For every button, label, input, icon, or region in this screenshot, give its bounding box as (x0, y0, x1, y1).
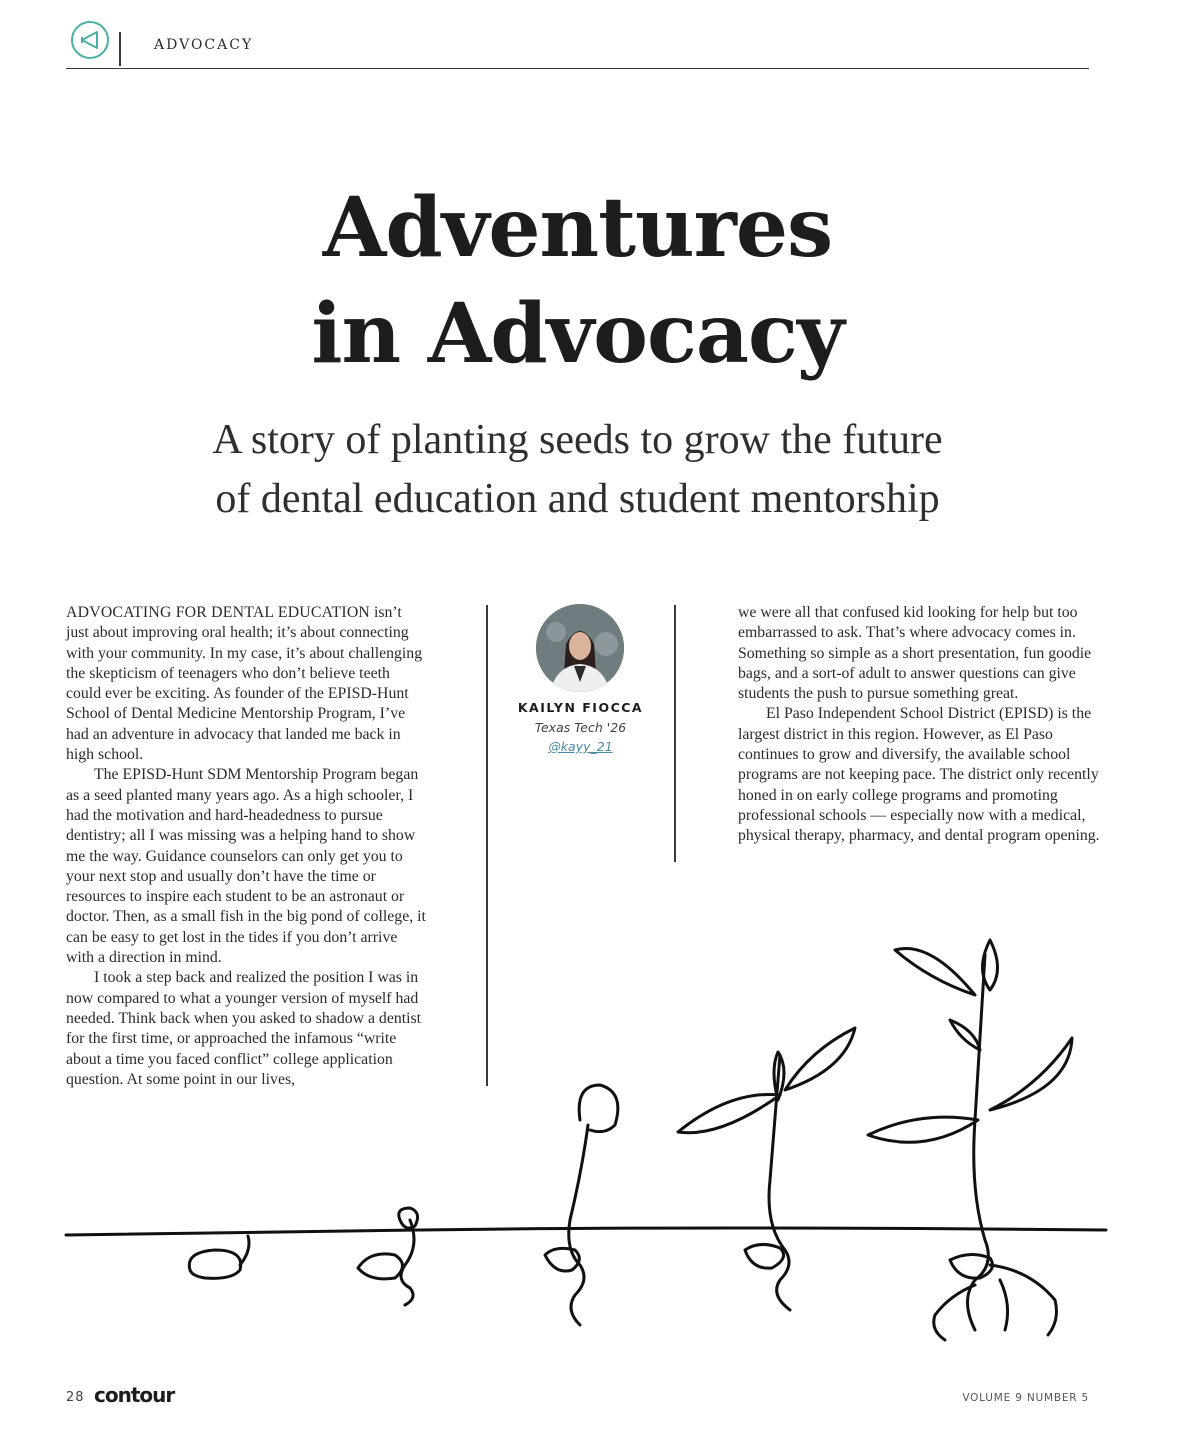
ground-line (66, 1228, 1106, 1235)
author-avatar (536, 604, 624, 692)
megaphone-icon (71, 21, 109, 59)
lead-in: ADVOCATING FOR DENTAL EDUCATION (66, 604, 371, 621)
young-plant-icon (678, 1028, 855, 1310)
paragraph: ADVOCATING FOR DENTAL EDUCATION isn’t just about improving oral health; it’s about connecting with your community. In my case, it’s about challenging the skepticism of teenagers who don’t believe teeth could ever be exciting. As founder of the EPISD-Hunt School of Dental Medicine Mentorship Program, I’ve had an adventure in advocacy that landed me back in high school. (66, 604, 423, 764)
section-label: ADVOCACY (154, 37, 254, 53)
paragraph: we were all that confused kid looking for help but too embarrassed to ask. That’s where advocacy comes in. Something so simple as a short presentation, fun goodie bags, and a sort-of adult to answer questions can give students the push to pursue something great. (738, 604, 1092, 703)
author-social-handle-link[interactable]: @kayy_21 (548, 739, 613, 754)
article-column-right (738, 603, 1100, 847)
article-title-line-2: in Advocacy (311, 286, 844, 382)
seed-icon (189, 1236, 249, 1278)
article-title-line-1: Adventures (322, 180, 833, 276)
article-subtitle-line-2: of dental education and student mentorship (215, 476, 940, 522)
issue-label: VOLUME 9 NUMBER 5 (962, 1392, 1089, 1404)
column-divider (674, 605, 676, 862)
header-divider (119, 32, 121, 66)
author-name: KAILYN FIOCCA (517, 700, 644, 715)
paragraph: El Paso Independent School District (EPISD) is the largest district in this region. However, as El Paso continues to grow and diversify, the available school programs are not keeping pace. The district only recently honed in on early college programs and promoting professional schools — especially now with a medical, physical therapy, pharmacy, and dental program opening. (738, 705, 1100, 845)
author-school: Texas Tech '26 (534, 720, 627, 735)
seedling-icon (545, 1085, 618, 1325)
page-number: 28 (66, 1390, 85, 1405)
paragraph: I took a step back and realized the position I was in now compared to what a younger version of myself had needed. Think back when you asked to shadow a dentist for the first time, or approached the infamous “write about a time you faced conflict” college application question. At some point in our lives, (66, 969, 422, 1088)
seedling-growth-illustration (0, 920, 1200, 1390)
sprout-icon (358, 1208, 418, 1305)
mature-plant-icon (868, 940, 1072, 1340)
article-subtitle-line-1: A story of planting seeds to grow the future (212, 417, 943, 463)
magazine-logo: contour (94, 1383, 175, 1407)
page-header (66, 18, 1089, 69)
paragraph: The EPISD-Hunt SDM Mentorship Program began as a seed planted many years ago. As a high schooler, I had the motivation and hard-headedness to pursue dentistry; all I was missing was a helping hand to show me the way. Guidance counselors can only get you to your next stop and usually don’t have the time or resources to inspire each student to be an astronaut or doctor. Then, as a small fish in the big pond of college, it can be easy to get lost in the tides if you don’t arrive with a direction in mind. (66, 766, 426, 967)
